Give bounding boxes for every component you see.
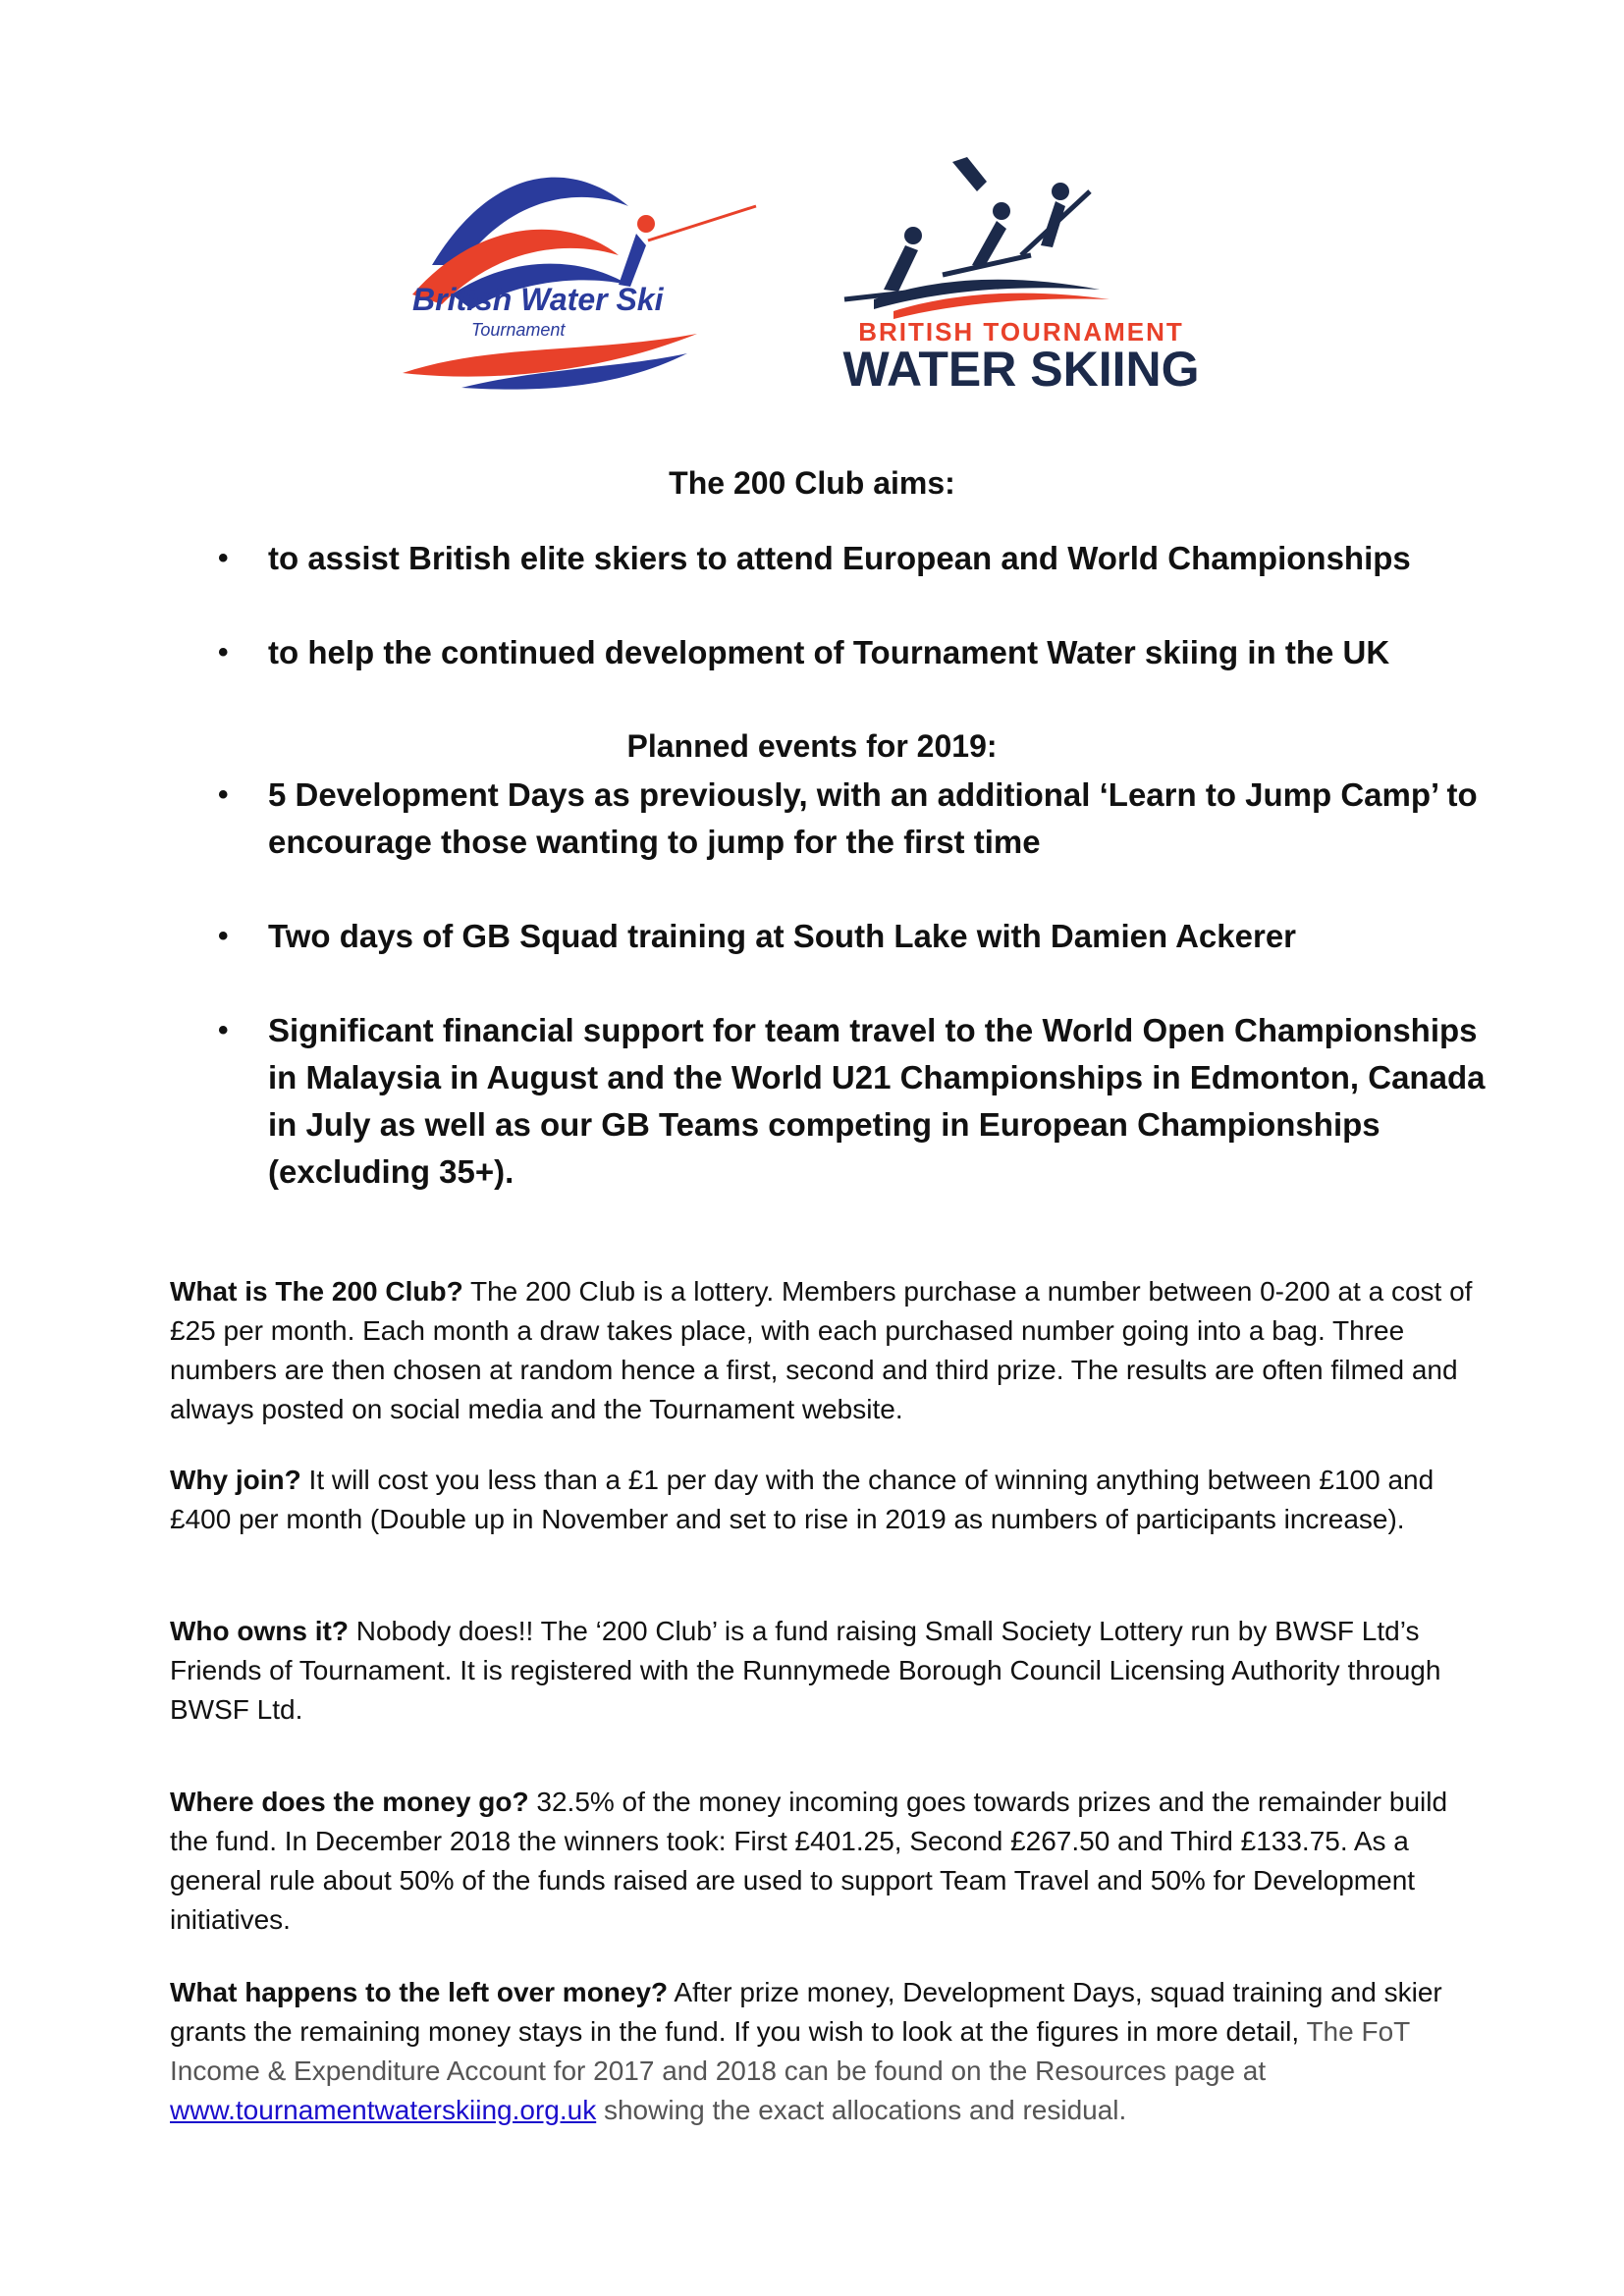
faq-what-is — [170, 1272, 1486, 1429]
list-item: • to assist British elite skiers to attend European and World Championships — [214, 535, 1490, 582]
faq-question: Why join? — [170, 1465, 301, 1495]
faq-where-money — [170, 1783, 1486, 1940]
faq-question: Where does the money go? — [170, 1787, 529, 1817]
website-link[interactable]: www.tournamentwaterskiing.org.uk — [170, 2095, 597, 2125]
faq-who-owns — [170, 1612, 1486, 1730]
bullet-icon: • — [218, 636, 229, 668]
events-title: Planned events for 2019: — [626, 728, 998, 764]
bullet-icon: • — [218, 778, 229, 811]
british-tournament-water-skiing-logo — [805, 152, 1237, 388]
bullet-icon: • — [218, 542, 229, 574]
logos-row — [373, 147, 1237, 393]
aims-list — [214, 535, 1490, 723]
faq-answer: After prize money, Development Days, squad training and skier grants the remaining money stays in the fund. If you wish to look at the figures in more detail, — [170, 1977, 1442, 2047]
bullet-icon: • — [218, 920, 229, 952]
faq-question: Who owns it? — [170, 1616, 349, 1646]
bullet-icon: • — [218, 1014, 229, 1046]
faq-question: What is The 200 Club? — [170, 1276, 463, 1307]
list-item: • 5 Development Days as previously, with an additional ‘Learn to Jump Camp’ to encourage those wanting to jump for the first time — [214, 772, 1490, 866]
svg-text:BRITISH TOURNAMENT: BRITISH TOURNAMENT — [858, 317, 1184, 347]
events-list — [214, 772, 1490, 1243]
list-item: • Significant financial support for team travel to the World Open Championships in Malaysia in August and the World U21 Championships in Edmonton, Canada in July as well as our GB Teams competing in European Championships (excluding 35+). — [214, 1007, 1490, 1196]
faq-answer: It will cost you less than a £1 per day with the chance of winning anything between £100 and £400 per month (Double up in November and set to rise in 2019 as numbers of participants increase). — [170, 1465, 1435, 1534]
faq-answer: The 200 Club is a lottery. Members purchase a number between 0-200 at a cost of £25 per month. Each month a draw takes place, with each purchased number going into a bag. Three numbers are then chosen at random hence a first, second and third prize. The results are often filmed and always posted on social media and the Tournament website. — [170, 1276, 1473, 1424]
svg-text:WATER SKIING: WATER SKIING — [842, 342, 1200, 388]
svg-text:Tournament: Tournament — [471, 320, 566, 340]
svg-text:British Water Ski: British Water Ski — [412, 282, 664, 317]
list-item: • to help the continued development of Tournament Water skiing in the UK — [214, 629, 1490, 676]
faq-answer: Nobody does!! The ‘200 Club’ is a fund raising Small Society Lottery run by BWSF Ltd’s Friends of Tournament. It is registered with the Runnymede Borough Council Licensing Authority through BWSF Ltd. — [170, 1616, 1441, 1725]
faq-why-join — [170, 1461, 1486, 1539]
faq-left-over — [170, 1973, 1486, 2130]
faq-answer-grey: showing the exact allocations and residual. — [596, 2095, 1127, 2125]
faq-answer: 32.5% of the money incoming goes towards prizes and the remainder build the fund. In December 2018 the winners took: First £401.25, Second £267.50 and Third £133.75. As a general rule about 50% of the funds raised are used to support Team Travel and 50% for Development initiatives. — [170, 1787, 1448, 1935]
british-water-ski-tournament-logo — [373, 147, 766, 393]
faq-question: What happens to the left over money? — [170, 1977, 669, 2007]
faq-answer-grey: The FoT Income & Expenditure Account for 2017 and 2018 can be found on the Resources page at — [170, 2016, 1410, 2086]
list-item: • Two days of GB Squad training at South Lake with Damien Ackerer — [214, 913, 1490, 960]
aims-title: The 200 Club aims: — [669, 465, 955, 501]
